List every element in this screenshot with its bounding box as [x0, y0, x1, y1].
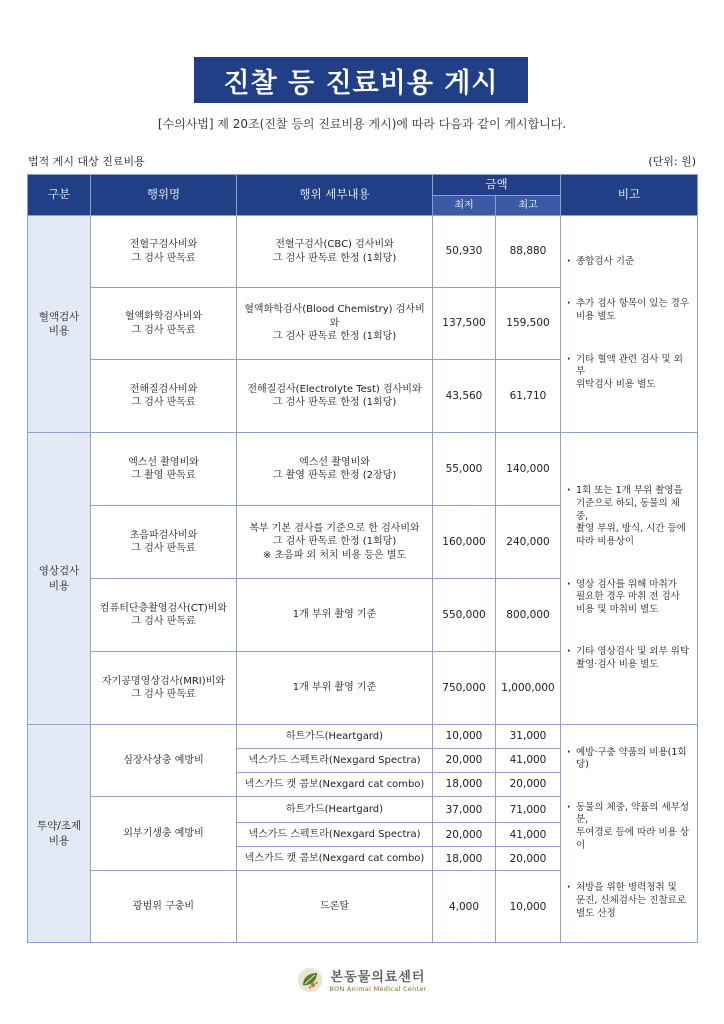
min-price: 50,930	[433, 216, 496, 288]
header-item: 행위명	[91, 175, 237, 216]
note-blood	[561, 216, 698, 433]
item-detail: 1개 부위 촬영 기준	[237, 579, 433, 652]
min-price: 18,000	[433, 847, 496, 871]
max-price: 71,000	[496, 797, 561, 823]
item-name: 심장사상충 예방비	[91, 725, 237, 797]
table-row	[28, 725, 698, 749]
item-detail: 복부 기본 검사를 기준으로 한 검사비와 그 검사 판독료 한정 (1회당) ※ 초음파 외 처치 비용 등은 별도	[237, 506, 433, 579]
category-imaging: 영상검사 비용	[28, 433, 91, 725]
min-price: 4,000	[433, 871, 496, 943]
min-price: 550,000	[433, 579, 496, 652]
max-price: 140,000	[496, 433, 561, 506]
note-item: · 1회 또는 1개 부위 촬영을 기준으로 하되, 동물의 체중, 촬영 부위, 방식, 시간 등에 따라 비용상이	[567, 485, 691, 549]
min-price: 20,000	[433, 749, 496, 773]
item-name: 자기공명영상검사(MRI)비와 그 검사 판독료	[91, 652, 237, 725]
item-name: 혈액화학검사비와 그 검사 판독료	[91, 288, 237, 360]
item-detail: 하트가드(Heartgard)	[237, 797, 433, 823]
header-min: 최저	[433, 196, 496, 216]
max-price: 88,880	[496, 216, 561, 288]
page-subtitle: [수의사법] 제 20조(진찰 등의 진료비용 게시)에 따라 다음과 같이 게시합니다.	[157, 117, 567, 131]
header-category: 구분	[28, 175, 91, 216]
item-detail: 넥스가드 스펙트라(Nexgard Spectra)	[237, 749, 433, 773]
note-imaging	[561, 433, 698, 725]
item-name: 초음파검사비와 그 검사 판독료	[91, 506, 237, 579]
item-detail: 엑스선 촬영비와 그 촬영 판독료 한정 (2장당)	[237, 433, 433, 506]
note-item: · 예방·구충 약품의 비용(1회당)	[567, 747, 691, 773]
max-price: 20,000	[496, 773, 561, 797]
item-name: 엑스선 촬영비와 그 촬영 판독료	[91, 433, 237, 506]
min-price: 10,000	[433, 725, 496, 749]
clinic-name-english: BON Animal Medical Center	[329, 985, 427, 993]
max-price: 31,000	[496, 725, 561, 749]
max-price: 800,000	[496, 579, 561, 652]
max-price: 41,000	[496, 823, 561, 847]
max-price: 10,000	[496, 871, 561, 943]
min-price: 750,000	[433, 652, 496, 725]
item-detail: 혈액화학검사(Blood Chemistry) 검사비와 그 검사 판독료 한정 (1회당)	[237, 288, 433, 360]
header-note: 비고	[561, 175, 698, 216]
item-name: 컴퓨터단층촬영검사(CT)비와 그 검사 판독료	[91, 579, 237, 652]
note-item: · 영상 검사를 위해 마취가 필요한 경우 마취 전 검사 비용 및 마취비 별도	[567, 579, 691, 617]
item-detail: 넥스가드 스펙트라(Nexgard Spectra)	[237, 823, 433, 847]
note-item: · 동물의 체중, 약품의 세부성분, 투여경로 등에 따라 비용 상이	[567, 802, 691, 853]
min-price: 18,000	[433, 773, 496, 797]
footer-logo	[0, 966, 724, 993]
min-price: 137,500	[433, 288, 496, 360]
header-amount: 금액	[433, 175, 561, 196]
table-caption: 법적 게시 대상 진료비용	[28, 155, 145, 168]
table-row	[28, 216, 698, 288]
category-medication: 투약/조제 비용	[28, 725, 91, 943]
min-price: 43,560	[433, 360, 496, 433]
item-detail: 하트가드(Heartgard)	[237, 725, 433, 749]
item-name: 외부기생충 예방비	[91, 797, 237, 871]
page-title: 진찰 등 진료비용 게시	[194, 57, 528, 103]
note-item: · 종합검사 기준	[567, 256, 691, 269]
unit-caption: (단위: 원)	[648, 155, 696, 168]
note-item: · 기타 혈액 관련 검사 및 외부 위탁검사 비용 별도	[567, 354, 691, 392]
item-name: 전혈구검사비와 그 검사 판독료	[91, 216, 237, 288]
clinic-name: 본동물의료센터	[330, 970, 426, 985]
note-medication	[561, 725, 698, 943]
min-price: 20,000	[433, 823, 496, 847]
max-price: 1,000,000	[496, 652, 561, 725]
header-detail: 행위 세부내용	[237, 175, 433, 216]
item-detail: 전혈구검사(CBC) 검사비와 그 검사 판독료 한정 (1회당)	[237, 216, 433, 288]
min-price: 160,000	[433, 506, 496, 579]
min-price: 55,000	[433, 433, 496, 506]
max-price: 41,000	[496, 749, 561, 773]
header-max: 최고	[496, 196, 561, 216]
item-detail: 드론탈	[237, 871, 433, 943]
item-detail: 넥스가드 캣 콤보(Nexgard cat combo)	[237, 773, 433, 797]
max-price: 61,710	[496, 360, 561, 433]
fee-table	[27, 174, 698, 943]
note-item: · 처방을 위한 병력청취 및 문진, 신체검사는 진찰료로 별도 산정	[567, 882, 691, 920]
max-price: 159,500	[496, 288, 561, 360]
max-price: 240,000	[496, 506, 561, 579]
item-detail: 전해질검사(Electrolyte Test) 검사비와 그 검사 판독료 한정 (1회당)	[237, 360, 433, 433]
item-name: 전해질검사비와 그 검사 판독료	[91, 360, 237, 433]
paw-leaf-logo-icon	[297, 967, 323, 993]
item-detail: 1개 부위 촬영 기준	[237, 652, 433, 725]
item-detail: 넥스가드 캣 콤보(Nexgard cat combo)	[237, 847, 433, 871]
note-item: · 추가 검사 항목이 있는 경우 비용 별도	[567, 298, 691, 324]
max-price: 20,000	[496, 847, 561, 871]
min-price: 37,000	[433, 797, 496, 823]
item-name: 광범위 구충비	[91, 871, 237, 943]
category-blood: 혈액검사 비용	[28, 216, 91, 433]
table-row	[28, 433, 698, 506]
note-item: · 기타 영상검사 및 외부 위탁 촬영·검사 비용 별도	[567, 646, 691, 672]
